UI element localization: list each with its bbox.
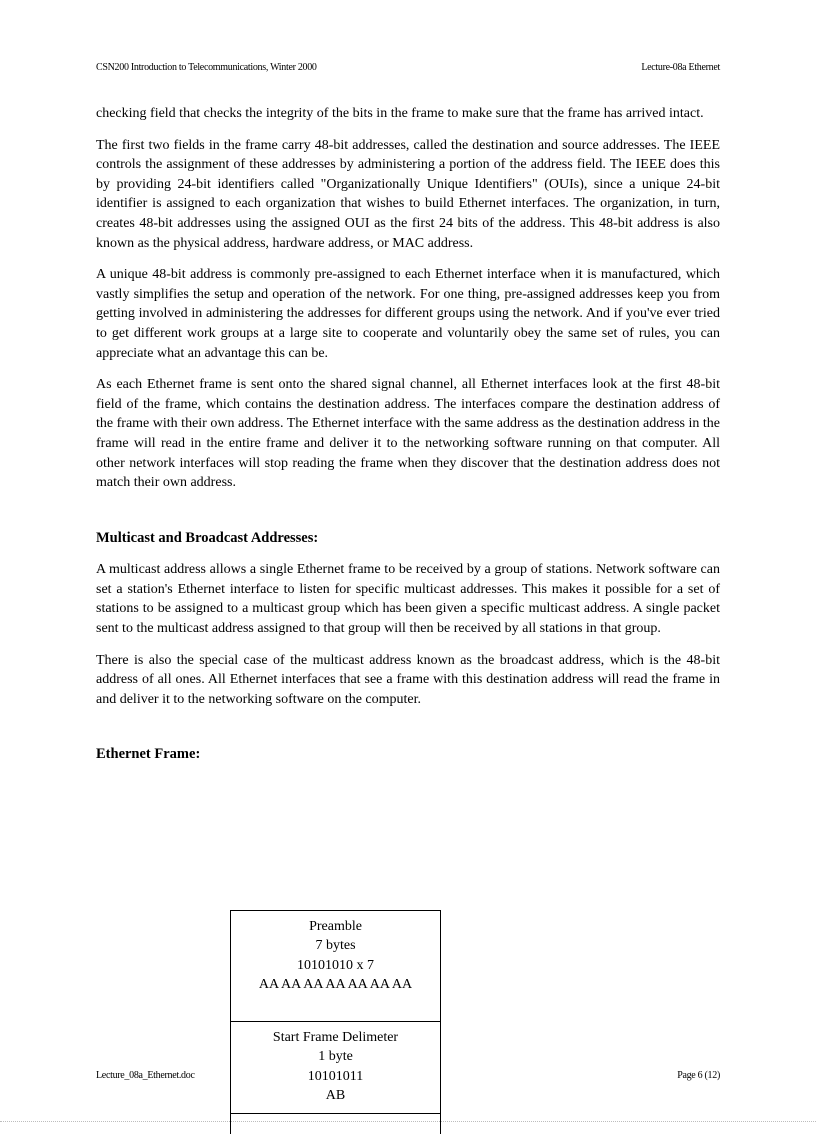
sfd-name: Start Frame Delimeter bbox=[272, 1030, 399, 1045]
preamble-size: 7 bytes bbox=[315, 938, 356, 954]
preamble-bits: 10101010 x 7 bbox=[297, 957, 374, 973]
ethernet-frame-diagram bbox=[230, 910, 441, 1134]
heading-ethernet-frame: Ethernet Frame: bbox=[96, 746, 201, 763]
frame-field-preamble bbox=[230, 910, 441, 1022]
frame-field-start-frame-delimiter bbox=[230, 1022, 441, 1114]
paragraph-fcs-continuation: checking field that checks the integrity of the bits in the frame to make sure that the frame has arrived intact. bbox=[96, 106, 704, 121]
sfd-hex: AB bbox=[325, 1088, 346, 1104]
page-break-line bbox=[0, 1121, 816, 1122]
sfd-bits: 10101011 bbox=[307, 1068, 364, 1084]
preamble-hex: AA AA AA AA AA AA AA bbox=[258, 977, 413, 993]
header-course-title: CSN200 Introduction to Telecommunications, Winter 2000 bbox=[96, 62, 317, 73]
paragraph-unique-address: A unique 48-bit address is commonly pre-assigned to each Ethernet interface when it is manufactured, which vastly simplifies the setup and operation of the network. For one thing, pre-assigned addresses keep you from getting involved in administering the addresses for different groups using the network. And if you've ever tried to get different work groups at a large site to cooperate and voluntarily obey the same set of rules, you can appreciate what an advantage this can be. bbox=[96, 267, 720, 361]
frame-field-next-partial bbox=[230, 1114, 441, 1134]
preamble-name: Preamble bbox=[309, 919, 362, 934]
sfd-size: 1 byte bbox=[318, 1049, 353, 1065]
paragraph-addresses: The first two fields in the frame carry 48-bit addresses, called the destination and source addresses. The IEEE controls the assignment of these addresses by administering a portion of the address field. The IEEE does this by providing 24-bit identifiers called "Organizationally Unique Identifiers" (OUIs), since a unique 24-bit identifier is assigned to each organization that wishes to build Ethernet interfaces. The organization, in turn, creates 48-bit addresses using the assigned OUI as the first 24 bits of the address. This 48-bit address is also known as the physical address, hardware address, or MAC address. bbox=[96, 137, 720, 251]
paragraph-broadcast: There is also the special case of the multicast address known as the broadcast address, which is the 48-bit address of all ones. All Ethernet interfaces that see a frame with this destination address will read the frame in and deliver it to the networking software on the computer. bbox=[96, 652, 720, 707]
paragraph-destination-compare: As each Ethernet frame is sent onto the shared signal channel, all Ethernet interfaces look at the first 48-bit field of the frame, which contains the destination address. The interfaces compare the destination address of the frame with their own address. The Ethernet interface with the same address as the destination address in the frame will read in the entire frame and deliver it to the networking software running on that computer. All other network interfaces will stop reading the frame when they discover that the destination address does not match their own address. bbox=[96, 377, 720, 491]
paragraph-multicast: A multicast address allows a single Ethernet frame to be received by a group of stations. Network software can set a station's Ethernet interface to listen for specific multicast addresses. This makes it possible for a set of stations to be assigned to a multicast group which has been given a specific multicast address. A single packet sent to the multicast address assigned to that group will then be received by all stations in that group. bbox=[96, 562, 720, 637]
header-lecture-title: Lecture-08a Ethernet bbox=[641, 62, 720, 73]
document-body bbox=[96, 104, 720, 765]
footer-filename: Lecture_08a_Ethernet.doc bbox=[96, 1070, 195, 1081]
footer-page-number: Page 6 (12) bbox=[677, 1070, 720, 1081]
heading-multicast-broadcast: Multicast and Broadcast Addresses: bbox=[96, 529, 319, 546]
